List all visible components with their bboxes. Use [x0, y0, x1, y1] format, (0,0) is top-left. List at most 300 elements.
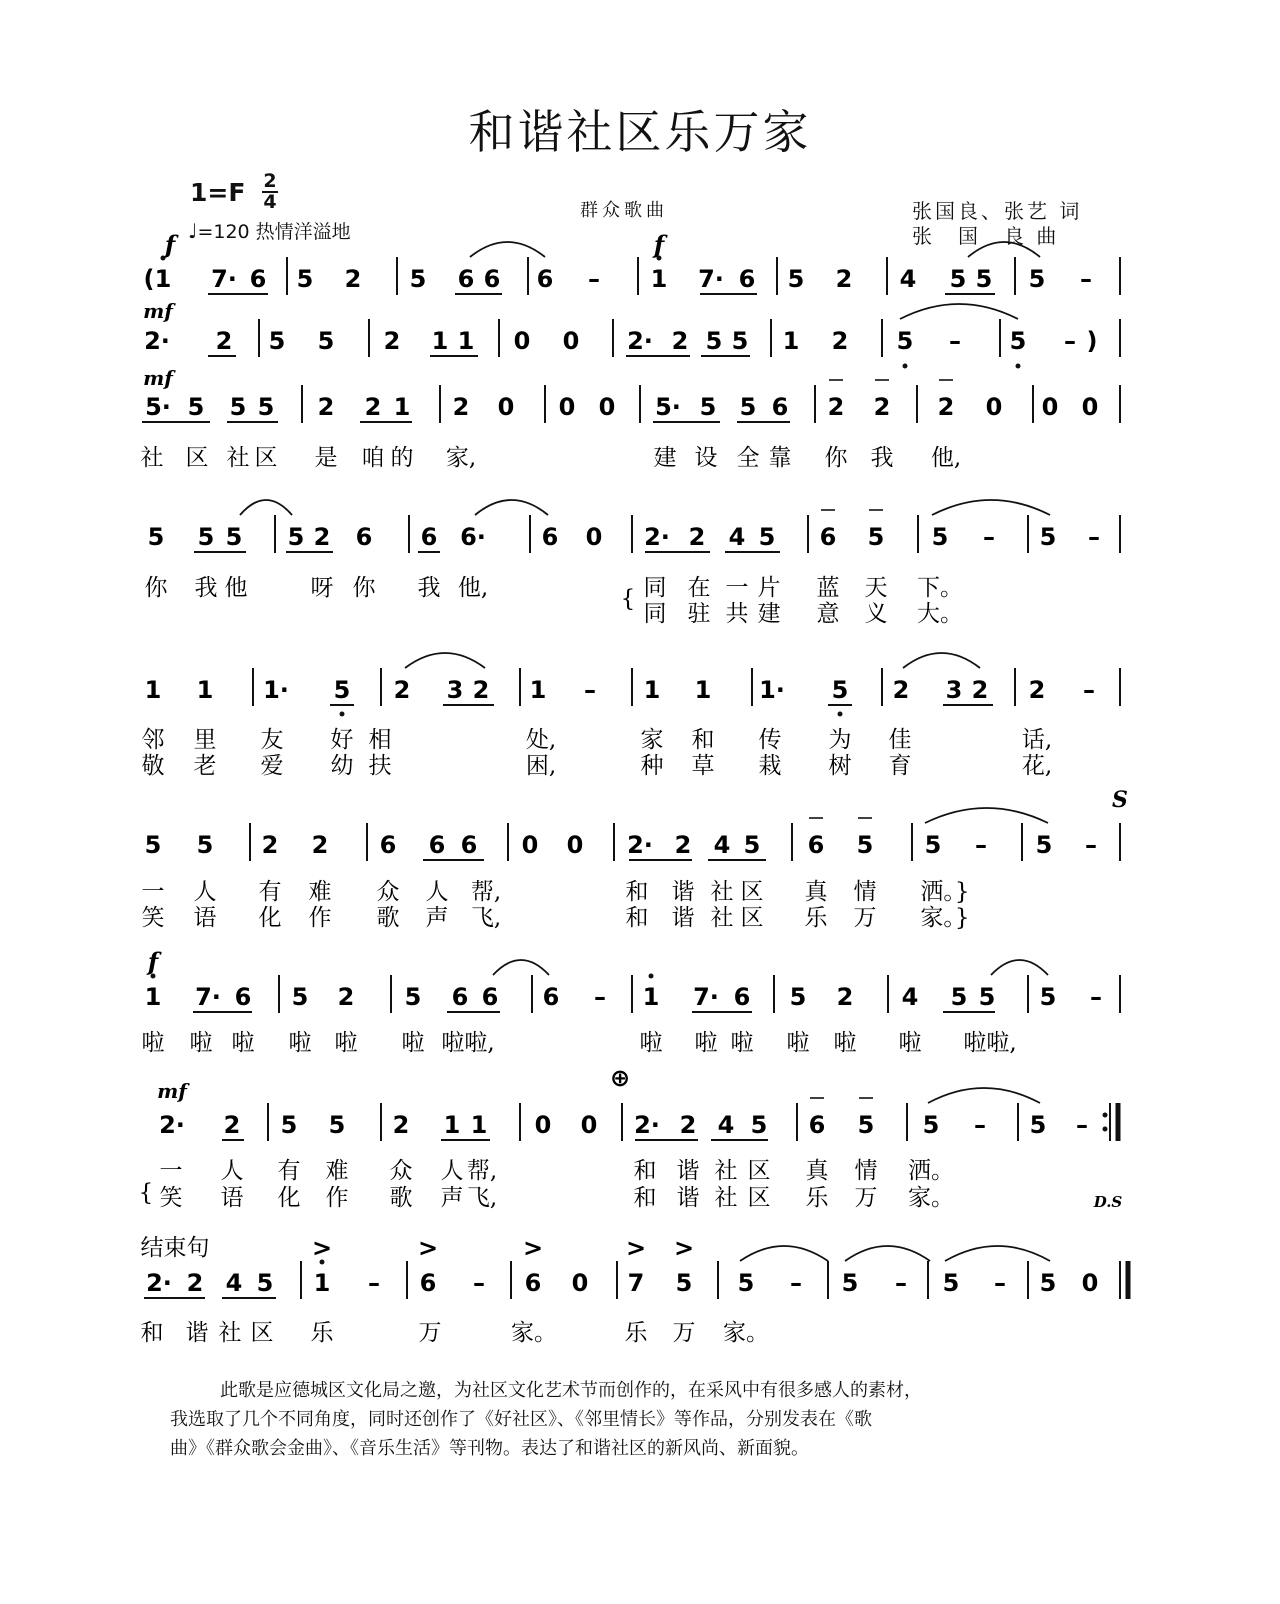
note: 2 [383, 327, 401, 355]
note: 1 [782, 327, 800, 355]
dash: – [1076, 1111, 1088, 1139]
note: 1 [393, 393, 411, 421]
dash: – [1090, 983, 1102, 1011]
note: 6 [771, 393, 789, 421]
lyric-syllable: 啦 [898, 1030, 922, 1056]
lyric-syllable: 啦 [288, 1030, 312, 1056]
lyric-syllable: 敬 [141, 753, 165, 779]
note: 2 [835, 265, 853, 293]
coda-sign: ⊕ [609, 1064, 631, 1092]
dash: – [1088, 523, 1100, 551]
dash: – [473, 1269, 485, 1297]
song-title: 和谐社区乐万家 [468, 105, 812, 159]
genre-label: 群众歌曲 [580, 200, 668, 221]
note: 5 [1039, 983, 1057, 1011]
note: 7 [627, 1269, 645, 1297]
dynamic-marking: f [147, 947, 159, 976]
slur [845, 1246, 930, 1261]
note: 2· [634, 1111, 660, 1139]
lyric-syllable: 天 [864, 575, 888, 601]
note: 2· [144, 327, 170, 355]
note: 5 [924, 831, 942, 859]
note: 5 [296, 265, 314, 293]
lyricist-credit: 张国良、张艺 词 [912, 199, 1083, 223]
dash: – [584, 676, 596, 704]
note: 6· [460, 523, 486, 551]
repeat-dot [1103, 1113, 1108, 1118]
lyric-syllable: 共 [725, 601, 749, 627]
lyric-syllable: 和 [633, 1185, 657, 1211]
lyric-syllable: 啦 [401, 1030, 425, 1056]
low-octave-dot [1016, 364, 1021, 369]
dynamic-marking: mf [143, 366, 173, 390]
note: 5 [867, 523, 885, 551]
lyric-syllable: 歌 [389, 1185, 413, 1211]
lyric-syllable: 社 [218, 1320, 242, 1346]
note: 6 [451, 983, 469, 1011]
note: 5 [675, 1269, 693, 1297]
lyric-syllable: 种 [640, 753, 664, 779]
note: 2 [971, 676, 989, 704]
dynamic-marking: mf [157, 1079, 187, 1103]
lyric-syllable: 化 [258, 905, 282, 931]
note: 2 [317, 393, 335, 421]
note: 4 [713, 831, 731, 859]
lyric-syllable: 家。 [511, 1320, 557, 1346]
note: 6 [808, 1111, 826, 1139]
note: 5 [1039, 1269, 1057, 1297]
lyric-syllable: 你 [144, 575, 168, 601]
note: 0 [598, 393, 616, 421]
note: 2 [261, 831, 279, 859]
low-octave-dot [903, 364, 908, 369]
note: 2 [393, 676, 411, 704]
song-note-line: 曲》《群众歌会金曲》、《音乐生活》等刊物。表达了和谐社区的新风尚、新面貌。 [170, 1438, 809, 1459]
lyric-syllable: 草 [691, 753, 715, 779]
lyric-syllable: 里 [193, 727, 217, 753]
note: 0 [571, 1269, 589, 1297]
lyric-syllable: 谐 [676, 1185, 700, 1211]
note: 6 [457, 265, 475, 293]
accent-mark: > [522, 1234, 544, 1262]
note: 5 [831, 676, 849, 704]
note: 2· [627, 831, 653, 859]
note: 6 [807, 831, 825, 859]
slur [932, 500, 1050, 515]
note: 3 [945, 676, 963, 704]
tempo-text: =120 热情洋溢地 [197, 221, 351, 243]
note: 5 [1039, 523, 1057, 551]
lyric-syllable: 啦 [833, 1030, 857, 1056]
note: 5 [942, 1269, 960, 1297]
note: 5 [789, 983, 807, 1011]
low-octave-dot [340, 712, 345, 717]
lyric-syllable: 和 [625, 905, 649, 931]
note: 1 [443, 1111, 461, 1139]
lyric-syllable: 有 [258, 879, 282, 905]
note: 6 [542, 983, 560, 1011]
lyric-syllable: 难 [325, 1158, 349, 1184]
paren: ( [143, 265, 155, 293]
note: 2 [472, 676, 490, 704]
note: 5 [787, 265, 805, 293]
dash: – [1085, 831, 1097, 859]
song-note [170, 1376, 1120, 1463]
lyric-syllable: 区 [254, 445, 278, 471]
note: 4 [899, 265, 917, 293]
note: 5 [280, 1111, 298, 1139]
verse-brace: { [620, 586, 636, 612]
lyric-syllable: 飞, [470, 905, 502, 931]
note: 0 [534, 1111, 552, 1139]
dash: – [1080, 265, 1092, 293]
lyric-syllable: 语 [220, 1185, 244, 1211]
note: 6 [428, 831, 446, 859]
note: 5 [317, 327, 335, 355]
note: 2 [223, 1111, 241, 1139]
note: 2 [452, 393, 470, 421]
lyric-syllable: 困, [525, 753, 557, 779]
lyric-syllable: 万 [418, 1320, 442, 1346]
note: 5 [758, 523, 776, 551]
note: 2 [186, 1269, 204, 1297]
dash: – [975, 831, 987, 859]
high-octave-dot [649, 974, 654, 979]
note: 2 [873, 393, 891, 421]
note: 2 [215, 327, 233, 355]
lyric-syllable: 在 [687, 575, 711, 601]
lyric-syllable: 啦 [141, 1030, 165, 1056]
note: 5 [739, 393, 757, 421]
note: 6 [524, 1269, 542, 1297]
lyric-syllable: 意 [816, 601, 840, 627]
note: 6 [733, 983, 751, 1011]
lyric-syllable: 社 [714, 1158, 738, 1184]
note: 6 [234, 983, 252, 1011]
lyric-syllable: 传 [758, 727, 782, 753]
lyric-syllable: 他, [930, 445, 962, 471]
note: 2 [688, 523, 706, 551]
note: 7· [195, 983, 221, 1011]
lyric-syllable: 啦 [334, 1030, 358, 1056]
slur [740, 1246, 828, 1261]
lyric-syllable: 人 [440, 1158, 464, 1184]
note: 2· [627, 327, 653, 355]
note: 5 [743, 831, 761, 859]
dash: – [1064, 327, 1076, 355]
note: 2 [311, 831, 329, 859]
dash: – [949, 327, 961, 355]
note: 2 [674, 831, 692, 859]
lyric-syllable: 语 [193, 905, 217, 931]
note: 2 [364, 393, 382, 421]
note: 5 [147, 523, 165, 551]
lyric-syllable: 同 [643, 575, 667, 601]
note: 5 [978, 983, 996, 1011]
note: 0 [985, 393, 1003, 421]
time-top: 2 [263, 170, 277, 192]
dynamic-marking: f [653, 230, 665, 259]
note: 5 [750, 1111, 768, 1139]
lyric-syllable: 你 [352, 575, 376, 601]
note: 2 [679, 1111, 697, 1139]
note: 5 [268, 327, 286, 355]
note: 6 [460, 831, 478, 859]
lyric-syllable: 花, [1021, 753, 1053, 779]
note: 5 [229, 393, 247, 421]
lyric-syllable: 万 [853, 905, 877, 931]
note: 1 [144, 676, 162, 704]
accent-mark: > [625, 1234, 647, 1262]
note: 5 [1009, 327, 1027, 355]
low-octave-dot [838, 712, 843, 717]
note: 0 [521, 831, 539, 859]
lyric-syllable: 谐 [676, 1158, 700, 1184]
lyric-syllable: 话, [1021, 727, 1053, 753]
lyric-syllable: 老 [193, 753, 217, 779]
lyric-syllable: 帮, [470, 879, 502, 905]
note: 1 [313, 1269, 331, 1297]
note: 6 [819, 523, 837, 551]
note: 2· [146, 1269, 172, 1297]
accent-mark: > [673, 1234, 695, 1262]
slur [925, 808, 1048, 823]
note: 5 [287, 523, 305, 551]
lyric-syllable: 他 [224, 575, 248, 601]
lyric-syllable: 区 [740, 905, 764, 931]
lyric-syllable: 乐 [805, 1185, 829, 1211]
lyric-syllable: 众 [376, 879, 400, 905]
note: 2· [159, 1111, 185, 1139]
note: 2 [937, 393, 955, 421]
note: 1 [470, 1111, 488, 1139]
note: 0 [1041, 393, 1059, 421]
note: 7· [693, 983, 719, 1011]
note: 5 [256, 1269, 274, 1297]
note: 0 [513, 327, 531, 355]
note: 5· [145, 393, 171, 421]
lyric-syllable: 众 [389, 1158, 413, 1184]
note: 5 [856, 831, 874, 859]
lyric-syllable: 好 [330, 727, 354, 753]
note: 4 [717, 1111, 735, 1139]
lyric-syllable: 家。} [920, 905, 970, 931]
dynamic-marking: f [164, 230, 176, 259]
slur [945, 1246, 1050, 1261]
note: 6 [541, 523, 559, 551]
note: 1 [144, 983, 162, 1011]
lyric-syllable: 作 [325, 1185, 349, 1211]
lyric-syllable: 笑 [141, 905, 165, 931]
dash: – [1083, 676, 1095, 704]
lyric-syllable: 啦啦, [963, 1030, 1017, 1056]
slur [240, 500, 292, 515]
note: 1 [154, 265, 172, 293]
note: 5 [1035, 831, 1053, 859]
lyric-syllable: 笑 [159, 1185, 183, 1211]
lyric-syllable: 谐 [185, 1320, 209, 1346]
lyric-syllable: 育 [888, 753, 912, 779]
note: 4 [225, 1269, 243, 1297]
lyric-syllable: 处, [525, 727, 557, 753]
lyric-syllable: 啦啦, [441, 1030, 495, 1056]
note: 5 [922, 1111, 940, 1139]
note: 5 [699, 393, 717, 421]
lyric-syllable: 乐 [804, 905, 828, 931]
lyric-syllable: 邻 [141, 727, 165, 753]
note: 1· [759, 676, 785, 704]
note: 5 [257, 393, 275, 421]
lyric-syllable: 树 [828, 753, 852, 779]
note: 5 [857, 1111, 875, 1139]
note: 5 [197, 523, 215, 551]
lyric-syllable: 人 [220, 1158, 244, 1184]
lyric-syllable: 一 [725, 575, 749, 601]
note: 2 [827, 393, 845, 421]
lyric-syllable: 人 [425, 879, 449, 905]
note: 2 [337, 983, 355, 1011]
lyric-syllable: 友 [260, 727, 284, 753]
slur [493, 960, 549, 975]
lyric-syllable: 啦 [786, 1030, 810, 1056]
note: 5 [949, 265, 967, 293]
note: 6 [738, 265, 756, 293]
lyric-syllable: 化 [277, 1185, 301, 1211]
note: 6 [536, 265, 554, 293]
lyric-syllable: 我 [194, 575, 218, 601]
lyric-syllable: 建 [653, 445, 677, 471]
lyric-syllable: 情 [854, 1158, 878, 1184]
lyric-syllable: 区 [740, 879, 764, 905]
note: 6 [483, 265, 501, 293]
note: 1 [643, 676, 661, 704]
slur [405, 653, 485, 668]
lyric-syllable: 片 [757, 575, 781, 601]
verse-brace: { [138, 1180, 154, 1206]
note: 6 [420, 523, 438, 551]
note: 5 [333, 676, 351, 704]
lyric-syllable: 声 [425, 905, 449, 931]
note: 5 [931, 523, 949, 551]
lyric-syllable: 我 [870, 445, 894, 471]
note: 5 [896, 327, 914, 355]
note: 2 [836, 983, 854, 1011]
lyric-syllable: 他, [457, 575, 489, 601]
song-note-line: 此歌是应德城区文化局之邀，为社区文化艺术节而创作的，在采风中有很多感人的素材， [220, 1380, 922, 1401]
lyric-syllable: 下。 [917, 575, 963, 601]
lyric-syllable: 社 [714, 1185, 738, 1211]
lyric-syllable: 啦 [730, 1030, 754, 1056]
note: 5 [950, 983, 968, 1011]
note: 0 [1081, 393, 1099, 421]
quarter-note-icon: ♩ [188, 219, 198, 243]
dynamic-marking: mf [143, 299, 173, 323]
lyric-syllable: 啦 [694, 1030, 718, 1056]
lyric-syllable: 和 [633, 1158, 657, 1184]
note: 5 [841, 1269, 859, 1297]
key-signature: 1=F [190, 178, 246, 207]
note: 5 [187, 393, 205, 421]
note: 2 [892, 676, 910, 704]
lyric-syllable: 呀 [310, 575, 334, 601]
composer-credit: 张 国 良 曲 [912, 224, 1060, 248]
note: 0 [558, 393, 576, 421]
note: 5 [328, 1111, 346, 1139]
lyric-syllable: 有 [277, 1158, 301, 1184]
lyric-syllable: 爱 [260, 753, 284, 779]
ending-label: 结束句 [140, 1235, 210, 1261]
slur [903, 653, 980, 668]
repeat-dot [1103, 1127, 1108, 1132]
note: 5 [975, 265, 993, 293]
lyric-syllable: 万 [672, 1320, 696, 1346]
dash: – [895, 1269, 907, 1297]
lyric-syllable: 区 [185, 445, 209, 471]
lyric-syllable: 一 [159, 1158, 183, 1184]
lyric-syllable: 声 [440, 1185, 464, 1211]
time-bottom: 4 [263, 191, 277, 213]
lyric-syllable: 歌 [376, 905, 400, 931]
lyric-syllable: 人 [193, 879, 217, 905]
lyric-syllable: 相 [368, 727, 392, 753]
note: 2· [644, 523, 670, 551]
lyric-syllable: 谐 [671, 879, 695, 905]
note: 5 [731, 327, 749, 355]
dash: – [588, 265, 600, 293]
accent-mark: > [311, 1234, 333, 1262]
slur [991, 960, 1048, 975]
lyric-syllable: 家。 [723, 1320, 769, 1346]
note: 6 [379, 831, 397, 859]
lyric-syllable: 同 [643, 601, 667, 627]
segno-sign: S [1112, 787, 1128, 813]
lyric-syllable: 和 [691, 727, 715, 753]
note: 5 [1028, 265, 1046, 293]
dash: – [994, 1269, 1006, 1297]
slur [968, 242, 1040, 257]
slur [475, 500, 548, 515]
accent-mark: > [417, 1234, 439, 1262]
lyric-syllable: 啦 [231, 1030, 255, 1056]
note: 0 [1081, 1269, 1099, 1297]
note: 0 [566, 831, 584, 859]
lyric-syllable: 你 [824, 445, 848, 471]
dash: – [983, 523, 995, 551]
note: 1 [694, 676, 712, 704]
lyric-syllable: 社 [710, 905, 734, 931]
note: 2 [671, 327, 689, 355]
lyric-syllable: 洒。} [920, 879, 970, 905]
lyric-syllable: 大。 [917, 601, 963, 627]
note: 1 [650, 265, 668, 293]
lyric-syllable: 咱 [361, 445, 385, 471]
lyric-syllable: 飞, [466, 1185, 498, 1211]
lyric-syllable: 谐 [671, 905, 695, 931]
lyric-syllable: 啦 [189, 1030, 213, 1056]
note: 0 [580, 1111, 598, 1139]
note: 5 [705, 327, 723, 355]
note: 5 [196, 831, 214, 859]
note: 5 [737, 1269, 755, 1297]
lyric-syllable: 家 [640, 727, 664, 753]
lyric-syllable: 幼 [330, 753, 354, 779]
note: 5 [409, 265, 427, 293]
lyric-syllable: 一 [141, 879, 165, 905]
note: 5 [404, 983, 422, 1011]
note: 6 [249, 265, 267, 293]
song-note-line: 我选取了几个不同角度，同时还创作了《好社区》、《邻里情长》等作品，分别发表在《歌 [170, 1409, 872, 1430]
lyric-syllable: 情 [853, 879, 877, 905]
